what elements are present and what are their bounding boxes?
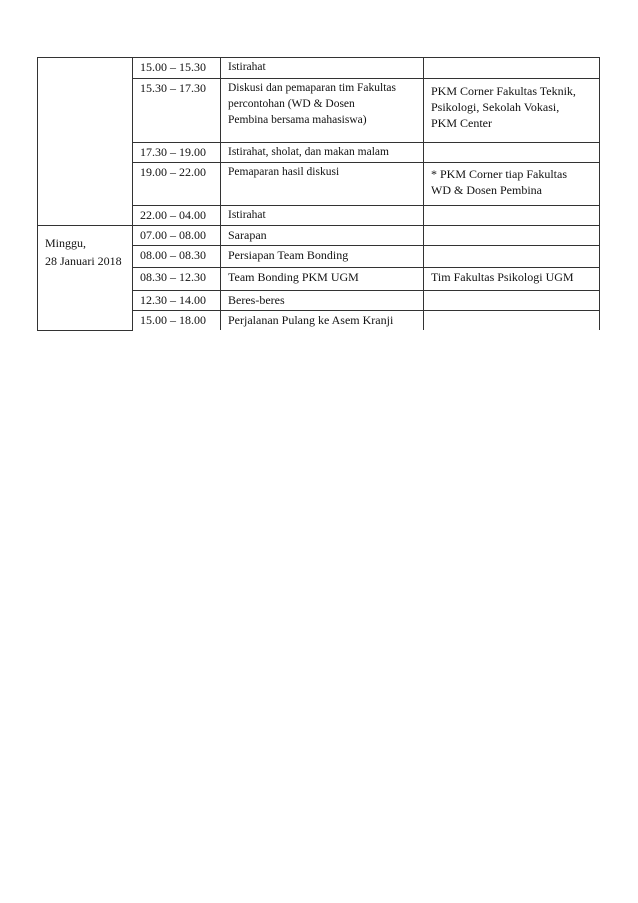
- pj-cell: [424, 311, 600, 331]
- time-cell: 15.00 – 18.00: [133, 311, 221, 331]
- activity-line: Istirahat, sholat, dan makan malam: [228, 146, 389, 158]
- pj-cell: [424, 291, 600, 311]
- time-cell: 15.00 – 15.30: [133, 58, 221, 79]
- activity-line: Beres-beres: [228, 293, 285, 307]
- pj-cell: [424, 79, 600, 143]
- pj-cell: [424, 163, 600, 206]
- pj-line: Psikologi, Sekolah Vokasi,: [431, 100, 560, 114]
- activity-cell: [221, 291, 424, 311]
- time-cell: 07.00 – 08.00: [133, 226, 221, 246]
- pj-cell: [424, 268, 600, 291]
- pj-cell: [424, 226, 600, 246]
- time-cell: 19.00 – 22.00: [133, 163, 221, 206]
- activity-cell: [221, 246, 424, 268]
- pj-cell: [424, 58, 600, 79]
- activity-cell: [221, 58, 424, 79]
- activity-cell: [221, 79, 424, 143]
- table-row: [38, 226, 600, 246]
- day-cell-sunday: [38, 226, 133, 331]
- activity-cell: [221, 268, 424, 291]
- pj-cell: [424, 206, 600, 226]
- activity-line: Diskusi dan pemaparan tim Fakultas: [228, 82, 396, 94]
- time-cell: 12.30 – 14.00: [133, 291, 221, 311]
- activity-line: Istirahat: [228, 209, 266, 221]
- pj-line: PKM Corner Fakultas Teknik,: [431, 84, 576, 98]
- time-cell: 08.00 – 08.30: [133, 246, 221, 268]
- time-cell: 15.30 – 17.30: [133, 79, 221, 143]
- activity-cell: [221, 226, 424, 246]
- activity-line: Istirahat: [228, 61, 266, 73]
- activity-line: Pemaparan hasil diskusi: [228, 166, 340, 178]
- day-cell-empty: [38, 58, 133, 226]
- activity-cell: [221, 311, 424, 331]
- activity-cell: [221, 163, 424, 206]
- activity-line: Pembina bersama mahasiswa): [228, 114, 367, 126]
- time-cell: 08.30 – 12.30: [133, 268, 221, 291]
- table-row: [38, 58, 600, 79]
- pj-line: * PKM Corner tiap Fakultas: [431, 167, 567, 181]
- activity-cell: [221, 206, 424, 226]
- schedule-table: [37, 57, 600, 331]
- pj-cell: [424, 246, 600, 268]
- activity-line: Perjalanan Pulang ke Asem Kranji: [228, 313, 394, 327]
- activity-line: Sarapan: [228, 228, 267, 242]
- pj-line: PKM Center: [431, 116, 492, 130]
- activity-line: Persiapan Team Bonding: [228, 248, 349, 262]
- activity-line: percontohan (WD & Dosen: [228, 98, 355, 110]
- day-date: 28 Januari 2018: [45, 254, 122, 268]
- pj-cell: [424, 143, 600, 163]
- activity-line: Team Bonding PKM UGM: [228, 270, 359, 284]
- time-cell: 22.00 – 04.00: [133, 206, 221, 226]
- activity-cell: [221, 143, 424, 163]
- pj-line: WD & Dosen Pembina: [431, 183, 542, 197]
- time-cell: 17.30 – 19.00: [133, 143, 221, 163]
- day-name: Minggu,: [45, 236, 87, 250]
- pj-line: Tim Fakultas Psikologi UGM: [431, 270, 574, 284]
